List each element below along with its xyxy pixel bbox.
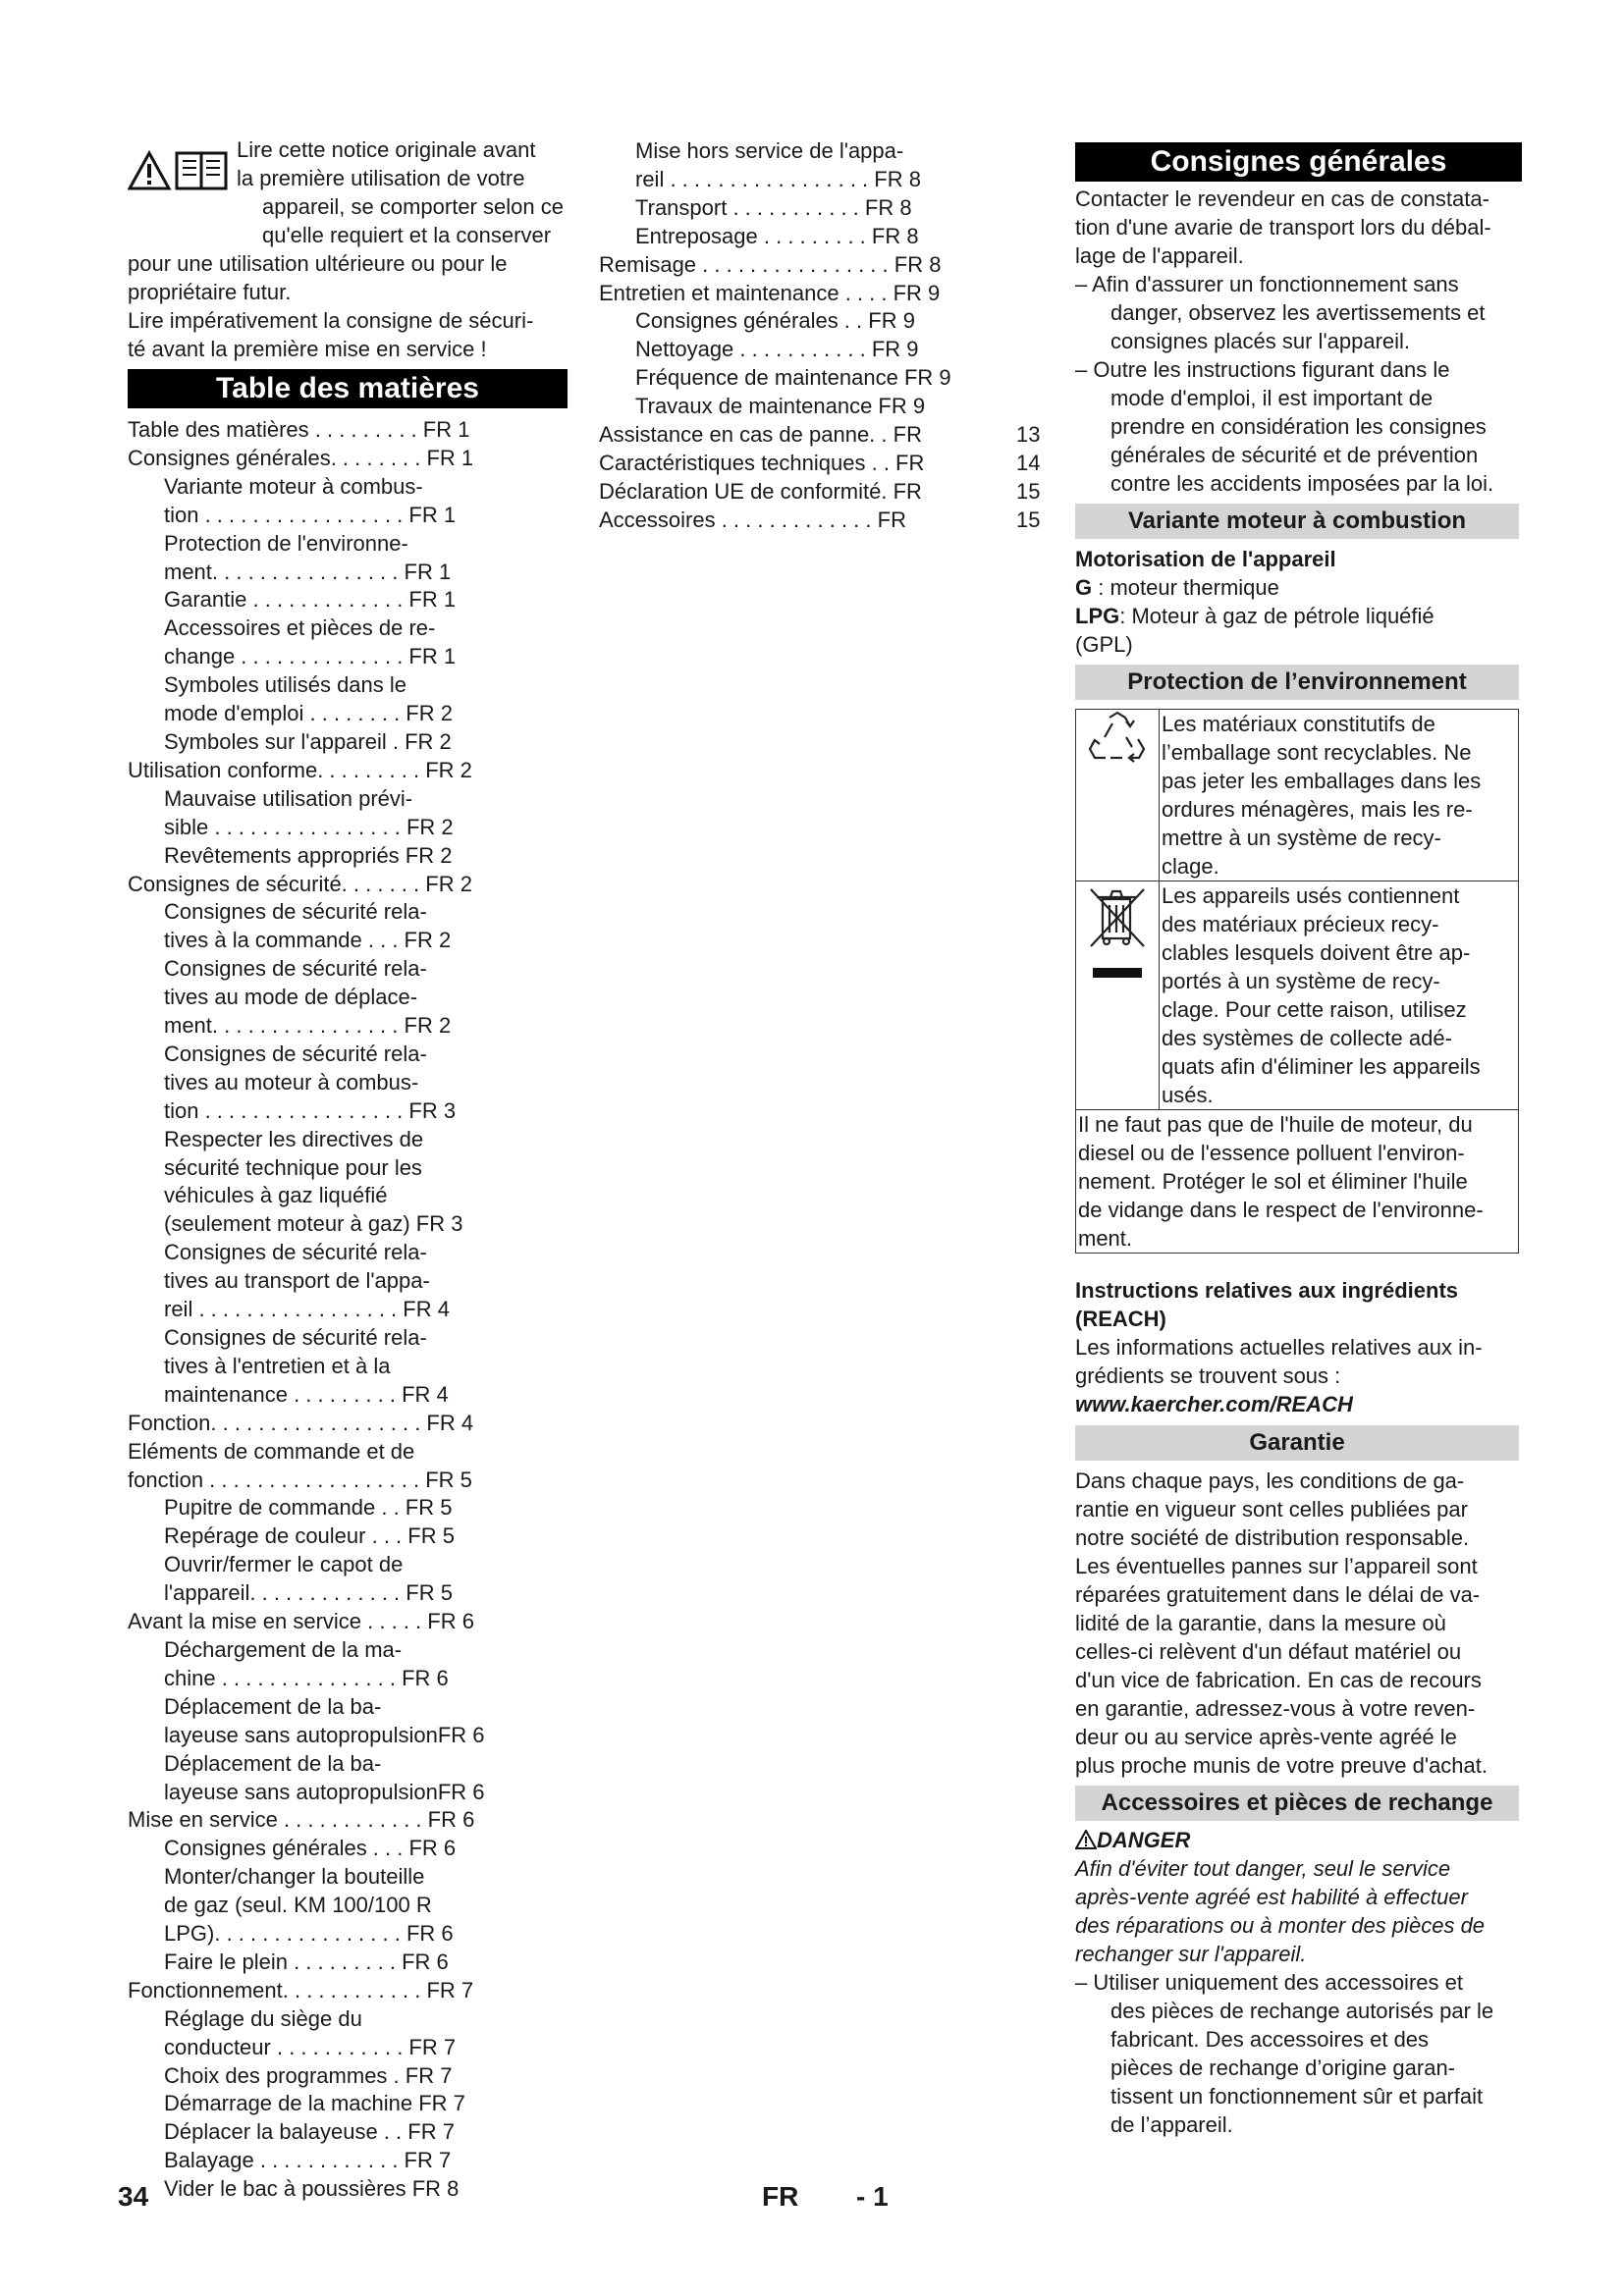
toc-entry-text: tives au moteur à combus- [164,1069,419,1095]
toc-entry-text: chine . . . . . . . . . . . . . . . FR 6 [164,1665,449,1690]
warranty-line: notre société de distribution responsable. [1075,1525,1470,1550]
toc-entry[interactable] [599,137,1051,166]
toc-entry-text: Caractéristiques techniques . . FR [599,450,925,475]
general-bullet-line: consignes placés sur l'appareil. [1110,329,1411,353]
intro-line: qu'elle requiert et la conserver [262,223,552,247]
toc-entry-text: fonction . . . . . . . . . . . . . . . . . . FR 5 [128,1467,472,1492]
env-row-recycle [1076,710,1519,881]
toc-entry[interactable] [128,1835,568,1863]
toc-entry-text: Fonction. . . . . . . . . . . . . . . . . . FR 4 [128,1410,474,1435]
engine-lpg-text2: (GPL) [1075,632,1133,657]
intro-line: la première utilisation de votre [237,166,525,190]
toc-entry-text: Symboles sur l'appareil . FR 2 [164,728,452,754]
toc-entry[interactable] [128,1410,568,1438]
toc-entry-text: Monter/changer la bouteille [164,1864,425,1890]
toc-entry-text: Déplacer la balayeuse . . FR 7 [164,2119,455,2145]
engine-section [1075,545,1527,659]
toc-entry-text: change . . . . . . . . . . . . . . FR 1 [164,644,457,669]
engine-lpg-line [1075,602,1527,630]
warranty-section [1075,1467,1527,1780]
toc-entry-text: Consignes de sécurité rela- [164,1325,427,1350]
general-bullet-line: – Outre les instructions figurant dans le [1075,357,1450,382]
page-number: 34 [118,2181,149,2212]
toc-entry-text: Consignes générales . . . FR 6 [164,1836,457,1861]
toc-entry[interactable] [128,614,568,643]
toc-entry-text: véhicules à gaz liquéfié [164,1183,388,1208]
toc-entry[interactable] [128,728,568,757]
toc-entry[interactable] [128,1806,568,1835]
toc-entry-text: Fréquence de maintenance FR 9 [635,365,951,391]
intro-line: Lire impérativement la consigne de sécuri- [128,308,534,333]
toc-title: Table des matières [128,369,568,408]
engine-g-line [1075,573,1527,602]
toc-entry-text: layeuse sans autopropulsionFR 6 [164,1779,485,1804]
intro-line: propriétaire futur. [128,280,292,304]
toc-entry-text: Consignes de sécurité rela- [164,1240,427,1265]
toc-entry-text: Remisage . . . . . . . . . . . . . . . . FR 8 [599,251,942,277]
toc-entry[interactable] [128,1522,568,1551]
toc-entry[interactable] [599,364,1051,393]
toc-entry-text: Utilisation conforme. . . . . . . . . FR 2 [128,757,472,782]
toc-entry[interactable] [128,1551,568,1579]
toc-entry[interactable] [599,194,1051,223]
toc-entry-text: ment. . . . . . . . . . . . . . . . FR 2 [164,1013,452,1039]
danger-label: DANGER [1097,1828,1191,1852]
toc-entry[interactable] [128,416,568,445]
general-bullet-line: contre les accidents imposées par la loi. [1110,471,1494,496]
toc-entry-text: tives à l'entretien et à la [164,1353,391,1378]
general-para-line: tion d'une avarie de transport lors du débal- [1075,215,1491,240]
env-line: des matériaux précieux recy- [1162,912,1439,936]
danger-line: Afin d'éviter tout danger, seul le service [1075,1856,1451,1881]
recycle-icon [1083,710,1152,774]
toc-entry[interactable] [128,1608,568,1636]
footer-lang: FR [762,2181,799,2212]
toc-entry[interactable] [128,1438,568,1467]
toc-entry-text: Mise hors service de l'appa- [635,138,904,163]
toc-entry-text: Assistance en cas de panne. . FR [599,422,922,448]
warranty-line: celles-ci relèvent d'un défaut matériel ou [1075,1639,1462,1664]
env-text-cell [1160,881,1519,1110]
env-line: nement. Protéger le sol et éliminer l'huile [1078,1169,1468,1194]
engine-g-label: G [1075,575,1093,600]
toc-entry-text: Ouvrir/fermer le capot de [164,1552,404,1577]
toc-entry-text: l'appareil. . . . . . . . . . . . . FR 5 [164,1580,453,1606]
toc-entry[interactable] [128,586,568,614]
danger-line: des réparations ou à monter des pièces de [1075,1913,1486,1938]
reach-title-line: (REACH) [1075,1307,1166,1331]
toc-entry[interactable] [599,478,1051,507]
env-title: Protection de l’environnement [1075,665,1519,700]
env-line: ordures ménagères, mais les re- [1162,797,1473,822]
reach-text-line: grédients se trouvent sous : [1075,1363,1341,1388]
warranty-line: plus proche munis de votre preuve d'achat. [1075,1753,1488,1778]
env-icon-cell [1076,710,1160,881]
toc-entry-text: reil . . . . . . . . . . . . . . . . . FR 4 [164,1297,450,1322]
toc-entry-text: de gaz (seul. KM 100/100 R [164,1893,432,1918]
toc-entry-text: (seulement moteur à gaz) FR 3 [164,1211,463,1237]
toc-entry-text: Balayage . . . . . . . . . . . . FR 7 [164,2148,452,2173]
toc-entry-text: tives au transport de l'appa- [164,1268,430,1294]
toc-entry[interactable] [128,871,568,899]
toc-entry[interactable] [128,2118,568,2147]
warranty-line: réparées gratuitement dans le délai de va- [1075,1582,1481,1607]
toc-entry[interactable] [128,1182,568,1210]
engine-lpg-label: LPG [1075,604,1120,628]
toc-entry[interactable] [128,1381,568,1410]
toc-entry[interactable] [128,1012,568,1041]
toc-entry-page: 15 [1016,507,1041,532]
toc-entry-text: LPG). . . . . . . . . . . . . . . . FR 6 [164,1921,454,1947]
accessories-bullet-line: tissent un fonctionnement sûr et parfait [1110,2084,1484,2109]
toc-entry[interactable] [128,2005,568,2034]
danger-line: après-vente agréé est habilité à effectuer [1075,1885,1468,1909]
toc-entry[interactable] [599,421,1051,450]
toc-entry-page: 14 [1016,450,1041,475]
toc-entry-text: Réglage du siège du [164,2005,362,2031]
toc-entry-text: Accessoires et pièces de re- [164,615,436,641]
toc-entry[interactable] [599,307,1051,336]
env-text-cell [1160,710,1519,881]
toc-entry[interactable] [128,1863,568,1892]
toc-entry[interactable] [599,166,1051,194]
toc-entry[interactable] [128,1750,568,1779]
toc-entry[interactable] [128,1239,568,1267]
toc-entry-text: conducteur . . . . . . . . . . . FR 7 [164,2034,457,2059]
footer-subpage: - 1 [856,2181,889,2212]
env-line: clage. [1162,854,1219,879]
danger-heading [1075,1826,1527,1854]
toc-entry-text: Transport . . . . . . . . . . . FR 8 [635,194,912,220]
engine-subtitle: Motorisation de l'appareil [1075,547,1336,571]
general-para-line: lage de l'appareil. [1075,243,1244,268]
env-line: diesel ou de l'essence polluent l'environ- [1078,1141,1465,1165]
toc-entry-text: Table des matières . . . . . . . . . FR 1 [128,417,470,442]
toc-entry[interactable] [128,1892,568,1920]
general-bullet-line: mode d'emploi, il est important de [1110,386,1434,410]
toc-entry[interactable] [128,1041,568,1069]
env-line: Les appareils usés contiennent [1162,883,1460,908]
intro-line: pour une utilisation ultérieure ou pour le [128,251,508,276]
toc-entry[interactable] [599,280,1051,308]
toc-entry-text: Mauvaise utilisation prévi- [164,785,413,811]
warranty-line: deur ou au service après-vente agréé le [1075,1725,1457,1749]
general-bullet-line: – Afin d'assurer un fonctionnement sans [1075,272,1459,296]
toc-entry[interactable] [128,2090,568,2118]
reach-title-line: Instructions relatives aux ingrédients [1075,1278,1459,1303]
env-line: quats afin d'éliminer les appareils [1162,1054,1481,1079]
toc-entry-text: ment. . . . . . . . . . . . . . . . FR 1 [164,559,452,584]
toc-entry[interactable] [128,1494,568,1522]
toc-entry[interactable] [128,1267,568,1296]
toc-entry-text: Consignes de sécurité rela- [164,956,427,982]
toc-entry[interactable] [599,507,1051,535]
toc-entry-text: tion . . . . . . . . . . . . . . . . . FR 3 [164,1097,457,1123]
env-line: clage. Pour cette raison, utilisez [1162,997,1467,1022]
engine-lpg-text: : Moteur à gaz de pétrole liquéfié [1119,604,1435,628]
danger-line: rechanger sur l'appareil. [1075,1942,1307,1966]
warranty-line: rantie en vigueur sont celles publiées par [1075,1497,1468,1522]
accessories-bullet-line: de l’appareil. [1110,2112,1233,2137]
env-line: ment. [1078,1226,1133,1251]
reach-url-link[interactable]: www.kaercher.com/REACH [1075,1392,1353,1416]
toc-entry-text: Accessoires . . . . . . . . . . . . . FR [599,507,906,532]
toc-entry-text: Faire le plein . . . . . . . . . FR 6 [164,1949,449,1974]
toc-entry[interactable] [128,1069,568,1097]
toc-entry[interactable] [599,393,1051,421]
crossed-bin-icon [1083,881,1152,989]
toc-entry[interactable] [128,1467,568,1495]
toc-entry[interactable] [128,1693,568,1722]
toc-entry[interactable] [128,1324,568,1353]
warranty-line: lidité de la garantie, dans la mesure où [1075,1611,1446,1635]
toc-entry[interactable] [128,2175,568,2204]
toc-entry-text: Déchargement de la ma- [164,1636,403,1662]
toc-entry-text: Entretien et maintenance . . . . FR 9 [599,280,941,305]
intro-line: té avant la première mise en service ! [128,337,487,361]
toc-entry[interactable] [128,1636,568,1665]
env-line: Les matériaux constitutifs de [1162,712,1435,736]
toc-entry-text: Nettoyage . . . . . . . . . . . FR 9 [635,337,919,362]
toc-entry-text: Avant la mise en service . . . . . FR 6 [128,1609,474,1634]
toc-entry-text: Pupitre de commande . . FR 5 [164,1495,453,1521]
toc-entry-text: Respecter les directives de [164,1126,424,1151]
env-line: usés. [1162,1083,1214,1107]
toc-entry-text: Symboles utilisés dans le [164,672,407,698]
engine-title: Variante moteur à combustion [1075,504,1519,539]
accessories-bullet-line: des pièces de rechange autorisés par le [1110,1999,1494,2023]
env-line: des systèmes de collecte adé- [1162,1026,1452,1050]
toc-entry[interactable] [128,1579,568,1608]
intro-notice [128,135,568,363]
toc-entry-text: Mise en service . . . . . . . . . . . . FR 6 [128,1807,475,1833]
toc-entry[interactable] [128,1154,568,1183]
toc-entry[interactable] [128,2147,568,2175]
general-bullet-line: prendre en considération les consignes [1110,414,1487,439]
toc-entry[interactable] [128,955,568,984]
toc-entry-text: layeuse sans autopropulsionFR 6 [164,1722,485,1747]
reach-section [1075,1276,1527,1418]
toc-entry[interactable] [599,450,1051,478]
general-bullet-line: danger, observez les avertissements et [1110,300,1486,325]
engine-g-text: : moteur thermique [1092,575,1279,600]
toc-entry[interactable] [128,1665,568,1693]
toc-entry[interactable] [599,223,1051,251]
toc-entry-text: Entreposage . . . . . . . . . FR 8 [635,223,919,248]
toc-entry[interactable] [128,842,568,871]
toc-entry[interactable] [128,898,568,927]
toc-entry-text: Vider le bac à poussières FR 8 [164,2176,460,2202]
env-line: clables lesquels doivent être ap- [1162,940,1471,965]
warranty-line: d'un vice de fabrication. En cas de recours [1075,1668,1482,1692]
toc-entry[interactable] [128,700,568,728]
warranty-line: Les éventuelles pannes sur l’appareil sont [1075,1554,1478,1578]
warranty-line: en garantie, adressez-vous à votre reven- [1075,1696,1476,1721]
reach-text-line: Les informations actuelles relatives aux in- [1075,1335,1483,1360]
toc-entry[interactable] [128,757,568,785]
accessories-bullet-line: pièces de rechange d’origine garan- [1110,2056,1456,2080]
general-para-line: Contacter le revendeur en cas de constata- [1075,187,1489,211]
toc-entry-text: Consignes de sécurité rela- [164,1041,427,1066]
env-oil-cell [1076,1110,1519,1254]
toc-entry[interactable] [128,1722,568,1750]
env-table [1075,709,1519,1254]
toc-entry[interactable] [128,2034,568,2062]
toc-entry[interactable] [128,1353,568,1381]
accessories-bullet-line: – Utiliser uniquement des accessoires et [1075,1970,1463,1995]
toc-entry[interactable] [128,785,568,814]
toc-list-col2 [599,137,1051,535]
general-title: Consignes générales [1075,142,1522,182]
warranty-line: Dans chaque pays, les conditions de ga- [1075,1468,1465,1493]
accessories-title: Accessoires et pièces de rechange [1075,1786,1519,1821]
toc-entry[interactable] [128,1920,568,1949]
intro-line: Lire cette notice originale avant [237,137,536,162]
toc-entry-text: maintenance . . . . . . . . . FR 4 [164,1381,449,1407]
env-line: Il ne faut pas que de l'huile de moteur, du [1078,1112,1473,1137]
toc-entry-text: Garantie . . . . . . . . . . . . . FR 1 [164,587,457,613]
toc-entry[interactable] [599,336,1051,364]
toc-entry[interactable] [128,530,568,559]
env-row-weee [1076,881,1519,1110]
warning-manual-icon [128,149,231,190]
toc-entry-text: Consignes générales. . . . . . . . FR 1 [128,445,474,470]
env-line: pas jeter les emballages dans les [1162,769,1482,793]
toc-entry-text: tives à la commande . . . FR 2 [164,928,452,953]
toc-entry[interactable] [128,927,568,955]
toc-entry[interactable] [128,1296,568,1324]
toc-entry-page: 13 [1016,422,1041,448]
toc-entry[interactable] [128,814,568,842]
toc-entry[interactable] [128,671,568,700]
toc-entry-text: Travaux de maintenance FR 9 [635,394,926,419]
toc-entry-text: sible . . . . . . . . . . . . . . . . FR 2 [164,814,454,839]
toc-entry-text: Déclaration UE de conformité. FR [599,478,922,504]
toc-entry[interactable] [128,559,568,587]
toc-entry[interactable] [128,643,568,671]
toc-entry-text: reil . . . . . . . . . . . . . . . . . FR 8 [635,166,921,191]
toc-entry-text: Revêtements appropriés FR 2 [164,842,453,868]
toc-entry-text: Fonctionnement. . . . . . . . . . . . FR 7 [128,1977,474,2002]
toc-entry-text: sécurité technique pour les [164,1154,422,1180]
toc-entry-page: 15 [1016,478,1041,504]
toc-entry[interactable] [128,473,568,502]
toc-entry-text: Déplacement de la ba- [164,1693,382,1719]
intro-line: appareil, se comporter selon ce [262,194,564,219]
toc-entry[interactable] [599,251,1051,280]
toc-list-col1 [128,416,568,2204]
toc-entry-text: Choix des programmes . FR 7 [164,2062,453,2088]
toc-entry[interactable] [128,1977,568,2005]
toc-entry-text: Protection de l'environne- [164,530,408,556]
env-line: mettre à un système de recy- [1162,826,1441,850]
toc-entry-text: Consignes générales . . FR 9 [635,308,915,334]
warranty-title: Garantie [1075,1425,1519,1461]
toc-entry[interactable] [128,2062,568,2091]
toc-entry[interactable] [128,1210,568,1239]
general-section [1075,185,1527,498]
env-line: l’emballage sont recyclables. Ne [1162,740,1472,765]
env-line: portés à un système de recy- [1162,969,1440,993]
toc-entry[interactable] [128,1949,568,1977]
toc-entry[interactable] [128,502,568,530]
toc-entry[interactable] [128,984,568,1012]
toc-entry-text: Variante moteur à combus- [164,473,423,499]
toc-entry-text: tion . . . . . . . . . . . . . . . . . FR 1 [164,502,457,527]
toc-entry-text: mode d'emploi . . . . . . . . FR 2 [164,701,453,726]
toc-entry-text: Eléments de commande et de [128,1438,415,1464]
toc-entry-text: Démarrage de la machine FR 7 [164,2091,465,2116]
env-icon-cell [1076,881,1160,1110]
toc-entry-text: Consignes de sécurité rela- [164,899,427,925]
accessories-section [1075,1826,1527,2139]
toc-entry-text: tives au mode de déplace- [164,985,418,1010]
toc-entry-text: Déplacement de la ba- [164,1750,382,1776]
toc-entry[interactable] [128,1126,568,1154]
toc-entry-text: Consignes de sécurité. . . . . . . FR 2 [128,871,472,896]
toc-entry[interactable] [128,1097,568,1126]
env-line: de vidange dans le respect de l'environne- [1078,1198,1484,1222]
accessories-bullet-line: fabricant. Des accessoires et des [1110,2027,1430,2052]
warning-icon [1075,1830,1097,1849]
toc-entry-text: Repérage de couleur . . . FR 5 [164,1523,455,1549]
env-row-oil [1076,1110,1519,1254]
general-bullet-line: générales de sécurité et de prévention [1110,443,1479,467]
toc-entry[interactable] [128,1779,568,1807]
toc-entry[interactable] [128,445,568,473]
